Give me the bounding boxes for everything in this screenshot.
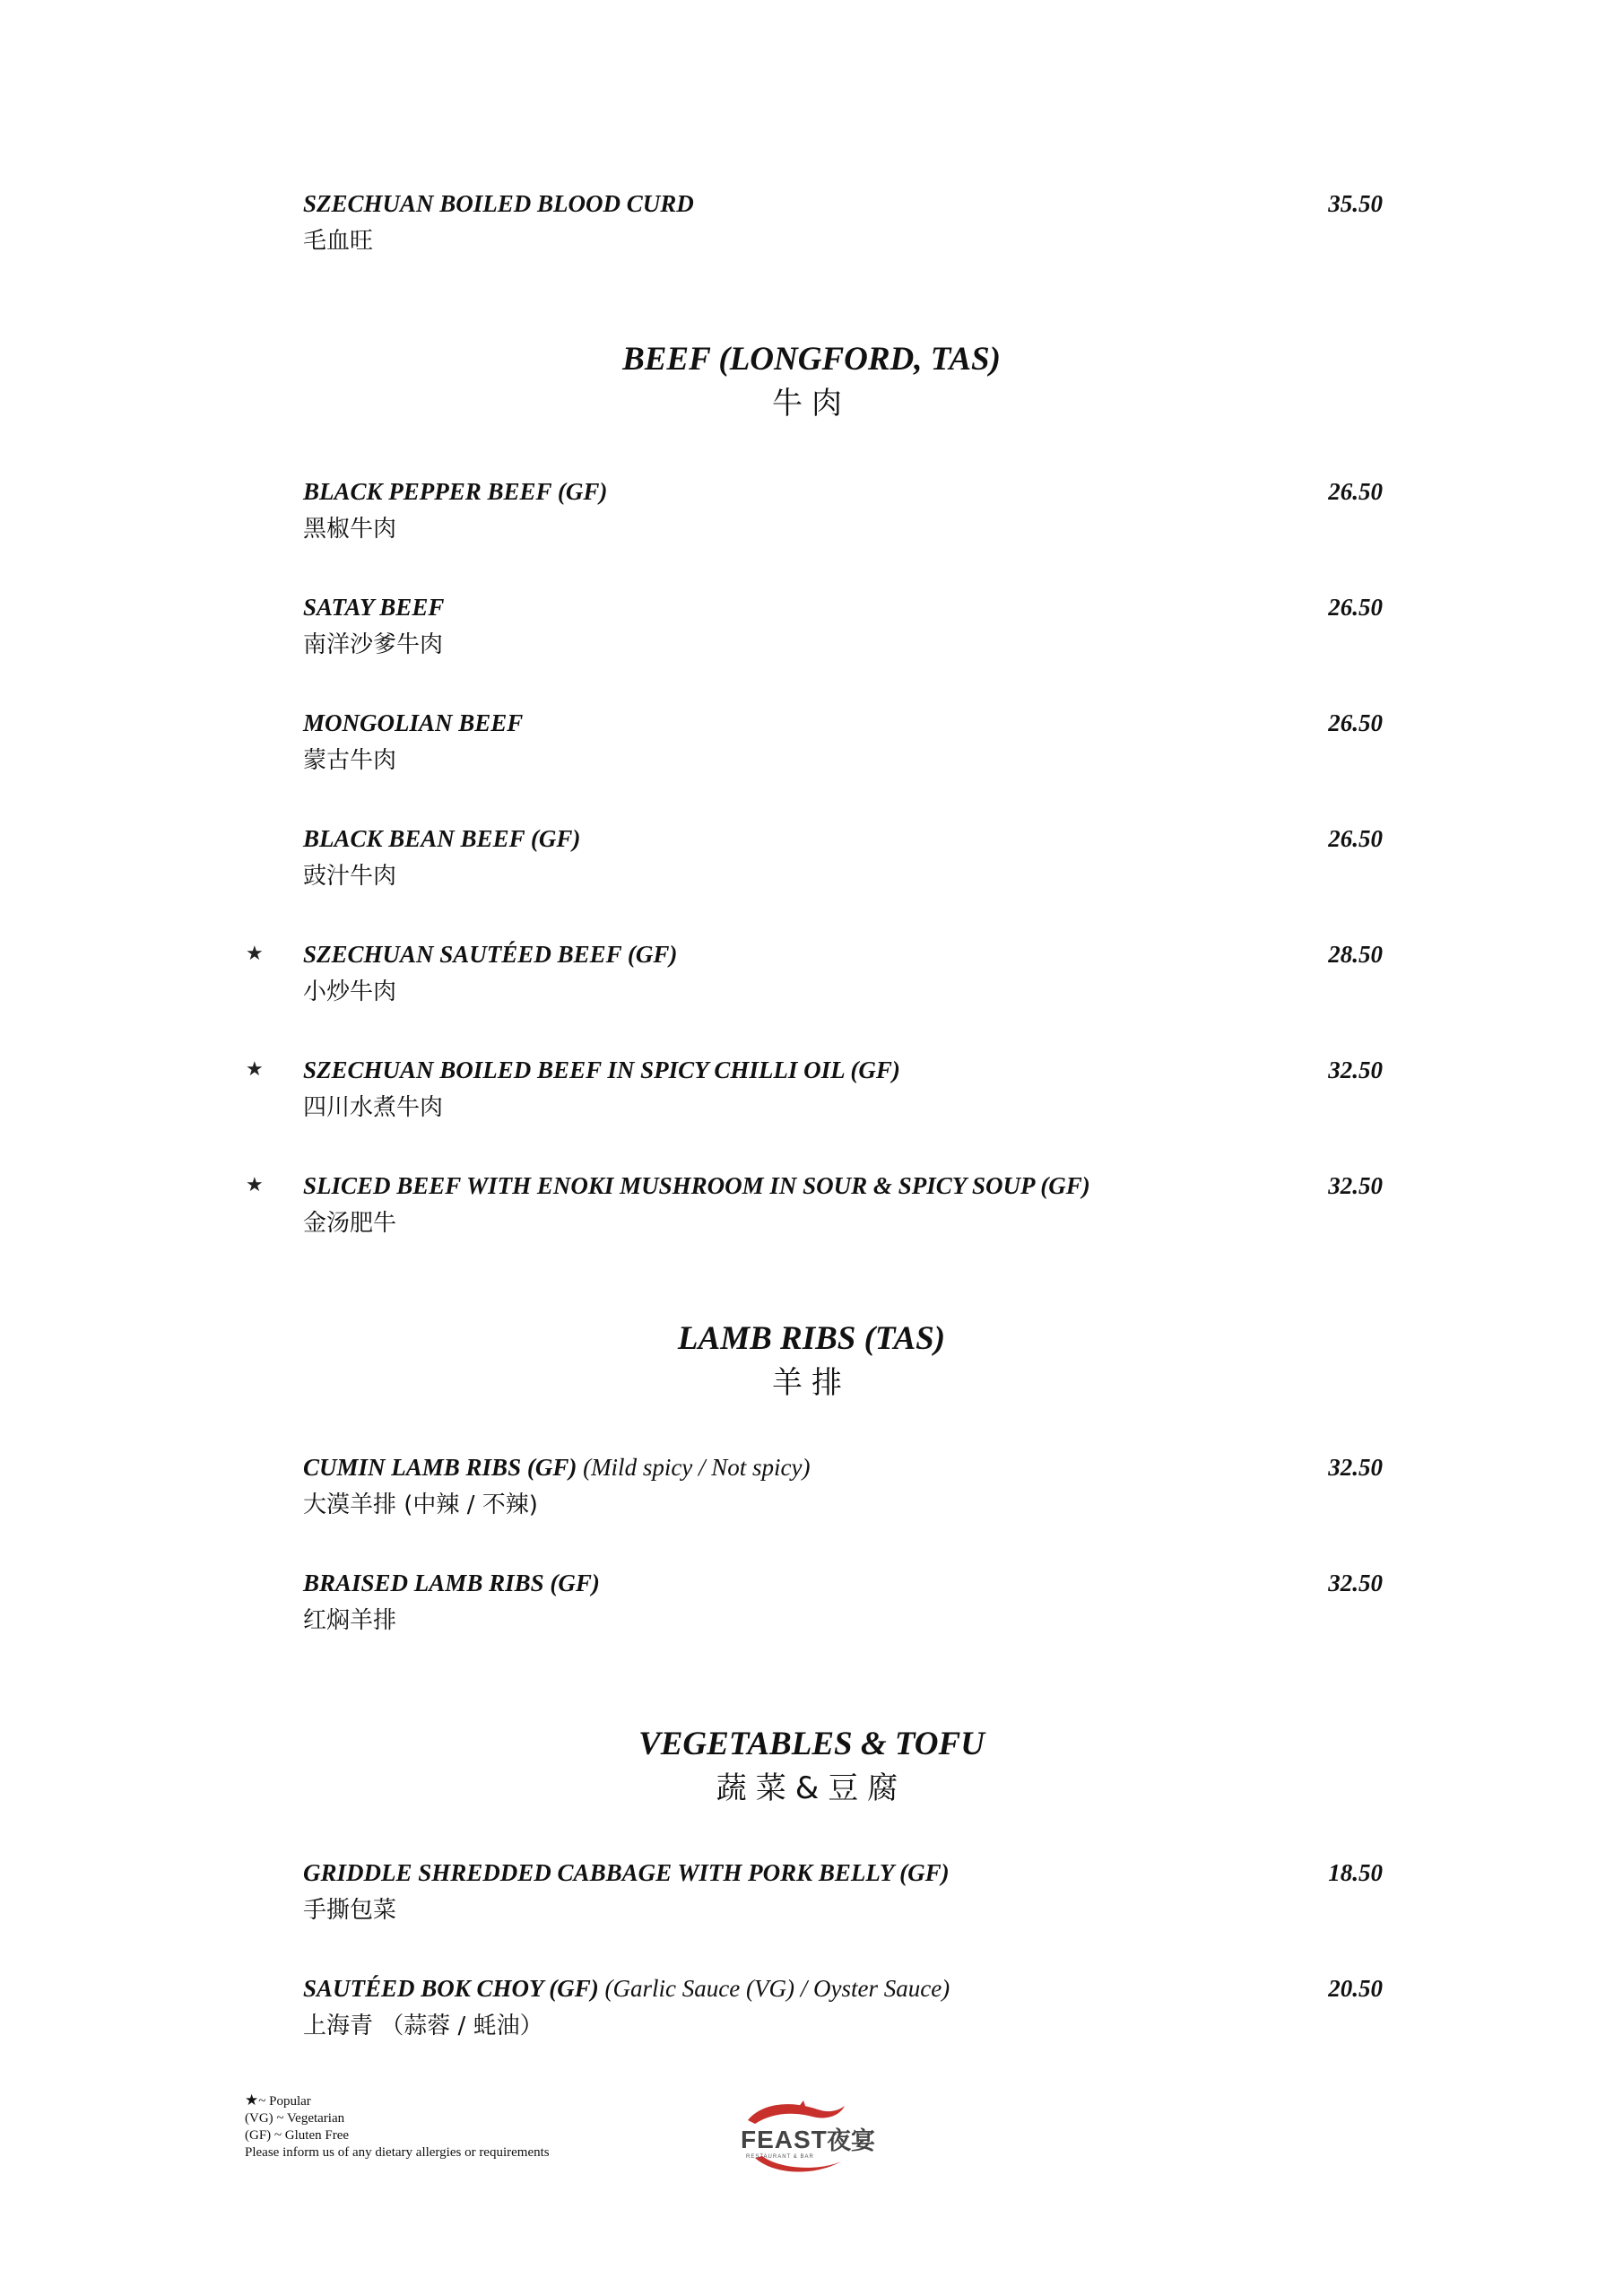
- item-name-cn-main: 上海青: [303, 2013, 374, 2039]
- item-name-cn: 毛血旺: [303, 228, 374, 255]
- item-name-cn-main: 大漠羊排: [303, 1492, 397, 1518]
- item-name-en: BRAISED LAMB RIBS (GF): [303, 1570, 600, 1596]
- item-name-en: SZECHUAN BOILED BEEF IN SPICY CHILLI OIL (GF): [303, 1057, 900, 1083]
- item-note-cn: （蒜蓉 / 蚝油）: [380, 2013, 543, 2039]
- item-name-en: BLACK BEAN BEEF (GF): [303, 825, 581, 852]
- item-name-cn: [303, 2011, 1383, 2041]
- menu-item: [303, 476, 1383, 544]
- item-price: 32.50: [1328, 1172, 1383, 1199]
- menu-item: [246, 939, 1383, 1007]
- legend-popular: [245, 2092, 550, 2110]
- menu-item: [303, 592, 1383, 660]
- item-price: 26.50: [1328, 825, 1383, 852]
- menu-item: [303, 1857, 1383, 1926]
- menu-item: [246, 1170, 1383, 1239]
- popular-star-icon: ★: [246, 1058, 264, 1081]
- item-price: 26.50: [1328, 709, 1383, 736]
- item-name-cn: 红焖羊排: [303, 1607, 397, 1634]
- popular-star-icon: ★: [246, 1174, 264, 1196]
- item-name-en: GRIDDLE SHREDDED CABBAGE WITH PORK BELLY (GF): [303, 1859, 950, 1886]
- item-name-cn: 小炒牛肉: [303, 978, 397, 1005]
- menu-item: [303, 708, 1383, 776]
- item-note-en: (Garlic Sauce (VG) / Oyster Sauce): [604, 1975, 950, 2002]
- item-name-en: SATAY BEEF: [303, 594, 445, 621]
- legend-gluten-free: (GF) ~ Gluten Free: [245, 2128, 350, 2143]
- item-name-cn: [303, 1490, 1383, 1520]
- item-price: 32.50: [1328, 1057, 1383, 1083]
- item-name-en: SZECHUAN BOILED BLOOD CURD: [303, 190, 694, 217]
- item-name-en-main: SAUTÉED BOK CHOY (GF): [303, 1975, 599, 2002]
- item-name-cn: 手撕包菜: [303, 1897, 397, 1924]
- item-price: 18.50: [1328, 1859, 1383, 1886]
- item-name-en: MONGOLIAN BEEF: [303, 709, 524, 736]
- item-name-en: BLACK PEPPER BEEF (GF): [303, 478, 608, 505]
- item-note-cn: (中辣 / 不辣): [404, 1492, 538, 1518]
- item-price: 32.50: [1328, 1454, 1383, 1481]
- item-price: 28.50: [1328, 941, 1383, 968]
- section-title-cn: 蔬菜&豆腐: [716, 1770, 907, 1806]
- item-price: 35.50: [1328, 190, 1383, 217]
- section-header-lamb: [0, 1318, 1623, 1403]
- item-price: 26.50: [1328, 594, 1383, 621]
- menu-item: [303, 1568, 1383, 1636]
- item-name-cn: 金汤肥牛: [303, 1210, 397, 1237]
- legend: [245, 2092, 550, 2161]
- legend-popular-label: ~ Popular: [258, 2094, 311, 2109]
- dragon-swoosh-top: [748, 2104, 845, 2124]
- item-name-cn: 黑椒牛肉: [303, 516, 397, 543]
- legend-note: Please inform us of any dietary allergies or requirements: [245, 2145, 550, 2160]
- item-price: 32.50: [1328, 1570, 1383, 1596]
- menu-item: [303, 188, 1383, 257]
- item-note-en: (Mild spicy / Not spicy): [583, 1454, 811, 1481]
- item-name-en: [303, 1452, 1383, 1483]
- item-name-cn: 豉汁牛肉: [303, 863, 397, 890]
- item-name-cn: 四川水煮牛肉: [303, 1094, 444, 1121]
- item-name-en: SLICED BEEF WITH ENOKI MUSHROOM IN SOUR & SPICY SOUP (GF): [303, 1172, 1090, 1199]
- popular-star-icon: ★: [246, 943, 264, 965]
- section-title-en: BEEF (LONGFORD, TAS): [622, 341, 1001, 378]
- item-name-en: SZECHUAN SAUTÉED BEEF (GF): [303, 941, 678, 968]
- logo-graphic: [735, 2099, 888, 2179]
- section-header-vegetables: [0, 1724, 1623, 1808]
- menu-item: [246, 1055, 1383, 1123]
- section-title-en: VEGETABLES & TOFU: [638, 1726, 985, 1762]
- item-name-en-main: CUMIN LAMB RIBS (GF): [303, 1454, 577, 1481]
- item-price: 20.50: [1328, 1975, 1383, 2002]
- restaurant-logo: [735, 2099, 888, 2179]
- logo-subtext: RESTAURANT & BAR: [746, 2154, 814, 2160]
- item-name-cn: 南洋沙爹牛肉: [303, 631, 444, 658]
- star-icon: ★: [245, 2092, 259, 2109]
- menu-item: [303, 1452, 1383, 1520]
- logo-text: FEAST: [741, 2126, 828, 2153]
- item-price: 26.50: [1328, 478, 1383, 505]
- section-header-beef: [0, 339, 1623, 423]
- logo-text-cn: 夜宴: [827, 2127, 875, 2155]
- section-title-cn: 羊排: [772, 1365, 851, 1401]
- item-name-en: [303, 1973, 1383, 2004]
- section-title-cn: 牛肉: [772, 386, 851, 422]
- menu-item: [303, 1973, 1383, 2041]
- menu-item: [303, 823, 1383, 891]
- section-title-en: LAMB RIBS (TAS): [677, 1320, 946, 1357]
- item-name-cn: 蒙古牛肉: [303, 747, 397, 774]
- legend-vegetarian: (VG) ~ Vegetarian: [245, 2111, 345, 2126]
